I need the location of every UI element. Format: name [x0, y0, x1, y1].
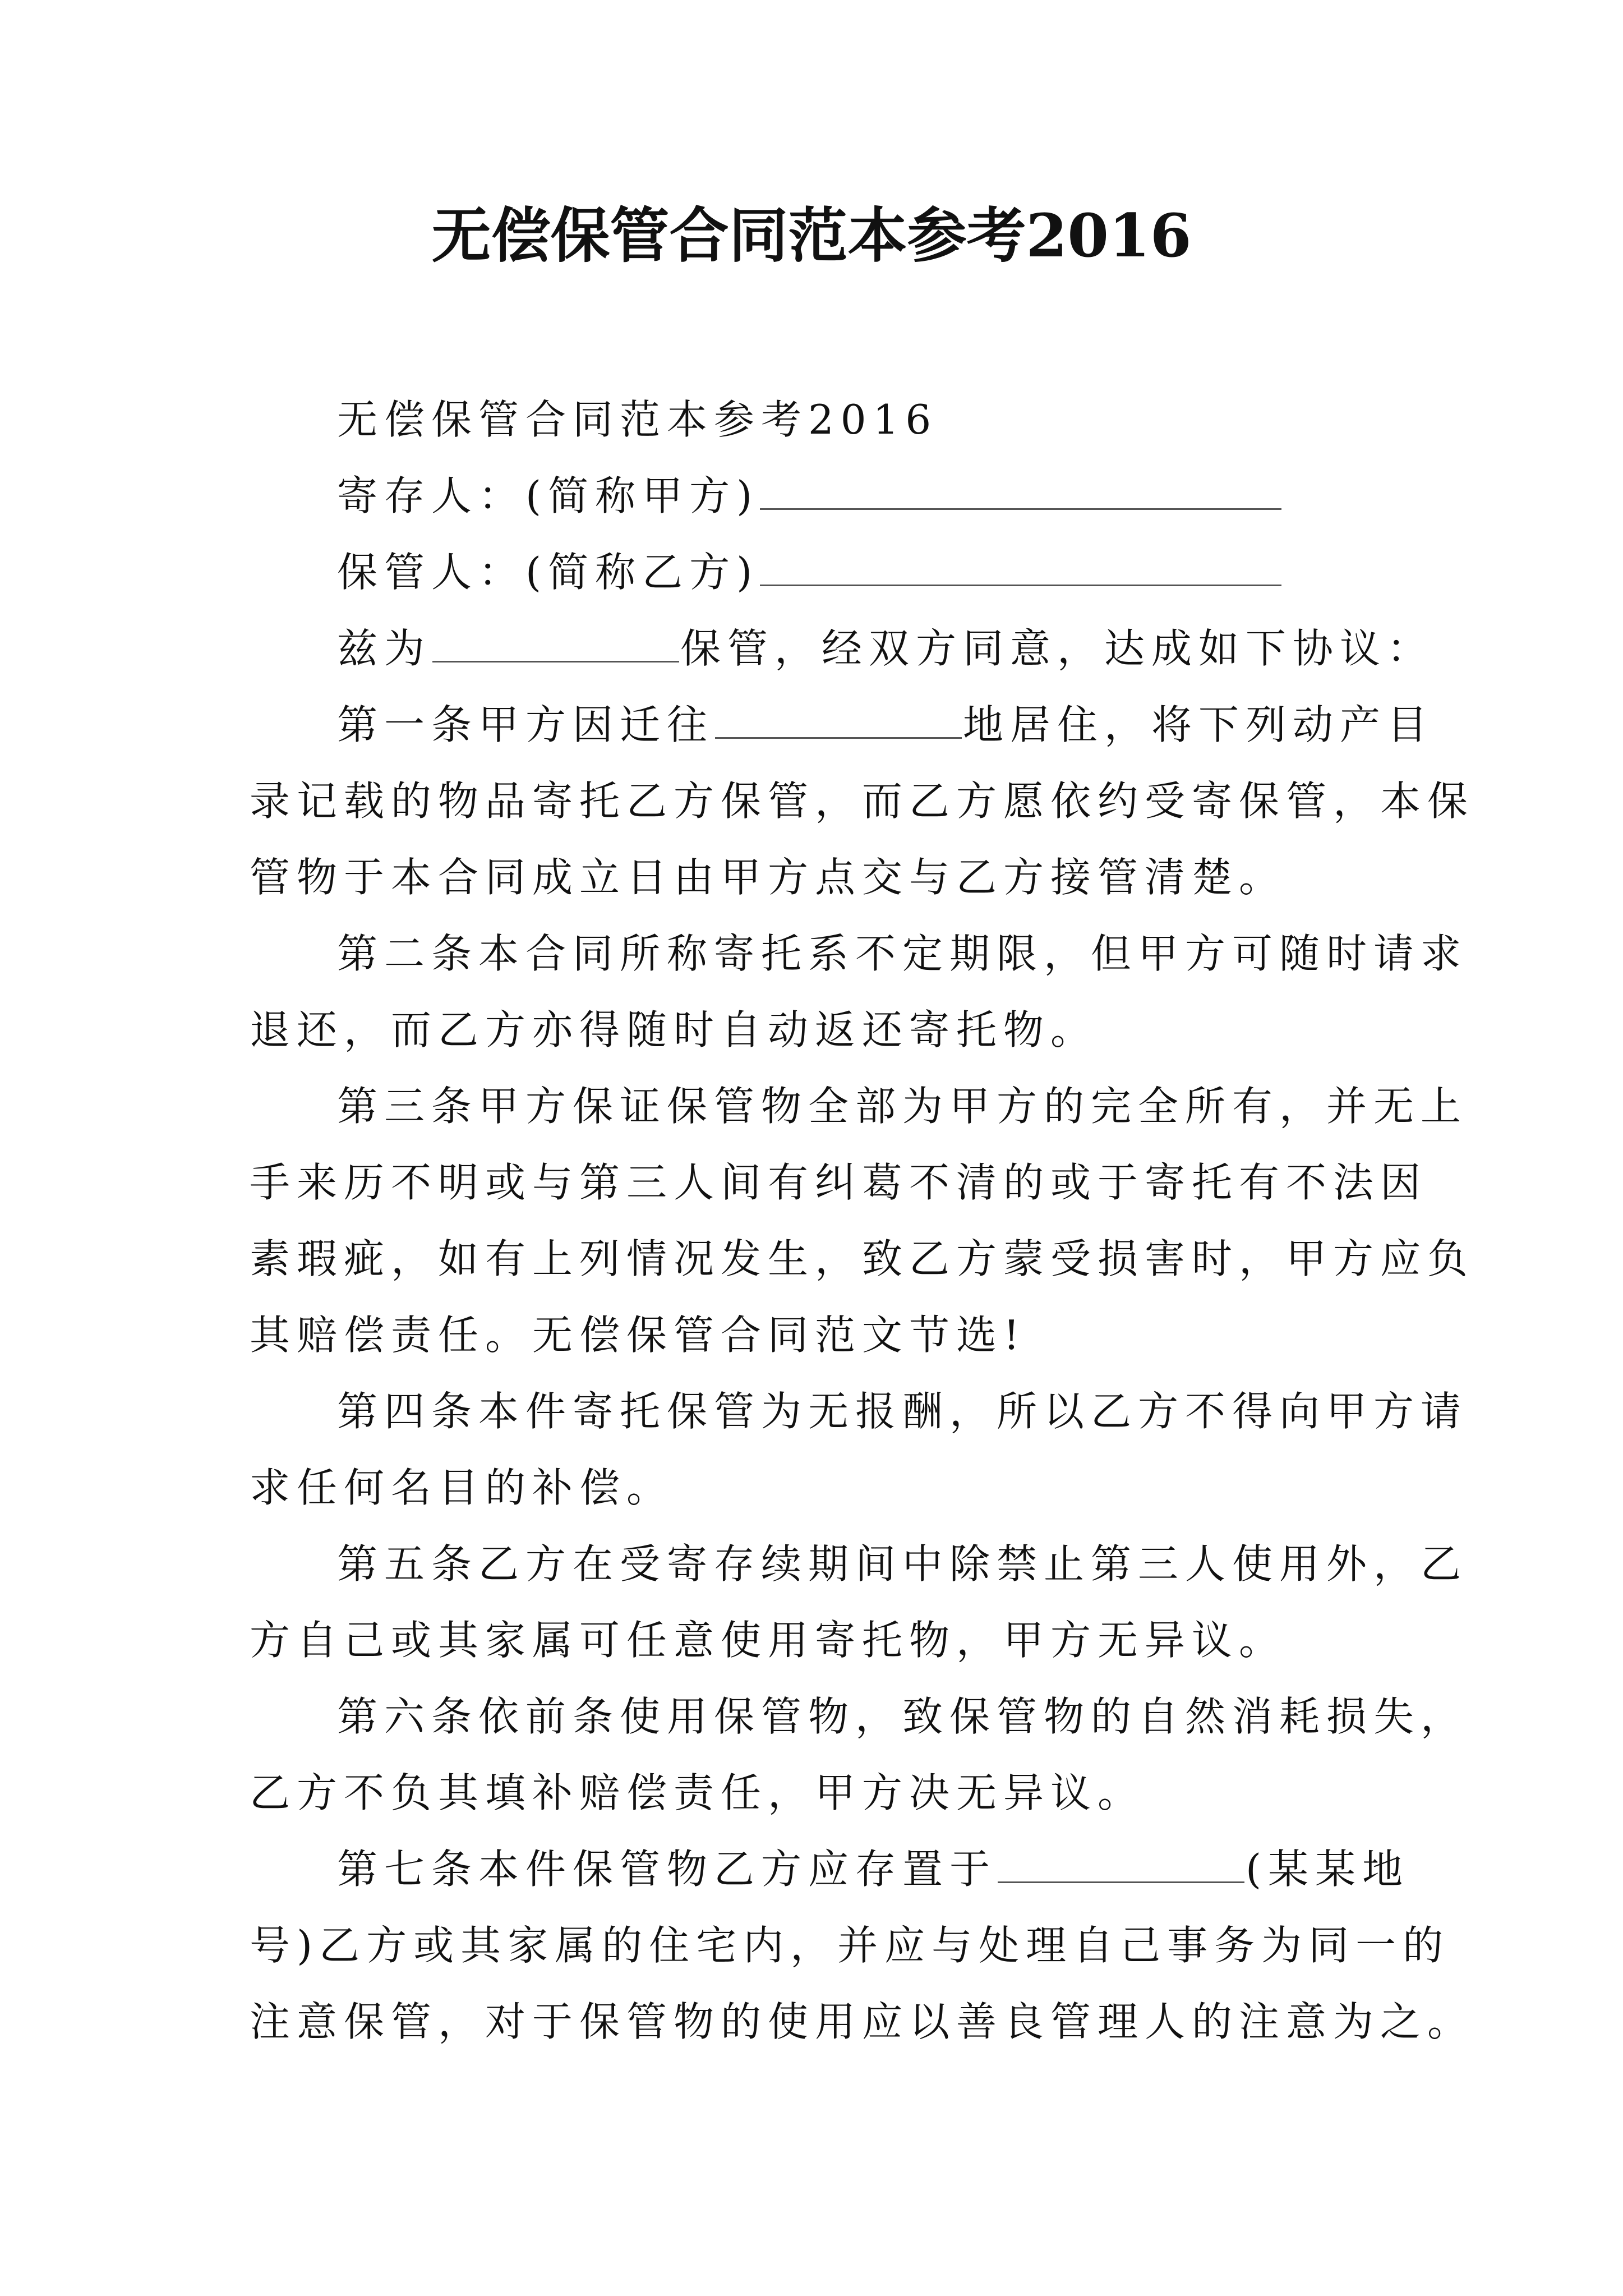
article-3-line-1: 第三条甲方保证保管物全部为甲方的完全所有，并无上 [337, 1083, 1468, 1130]
article-1-line-2: 录记载的物品寄托乙方保管，而乙方愿依约受寄保管，本保 [250, 777, 1475, 825]
article-3-line-4: 其赔偿责任。无偿保管合同范文节选! [250, 1312, 1026, 1359]
subtitle-line: 无偿保管合同范本参考2016 [337, 396, 938, 443]
article-6-line-2: 乙方不负其填补赔偿责任，甲方决无异议。 [250, 1769, 1145, 1816]
article-6-line-1: 第六条依前条使用保管物，致保管物的自然消耗损失， [337, 1693, 1468, 1740]
document-title: 无偿保管合同范本参考2016 [431, 200, 1192, 270]
depositor-blank [760, 468, 1281, 510]
article-5-line-1: 第五条乙方在受寄存续期间中除禁止第三人使用外，乙 [337, 1540, 1468, 1588]
article-2-line-2: 退还，而乙方亦得随时自动返还寄托物。 [250, 1006, 1098, 1053]
article-3-line-3: 素瑕疵，如有上列情况发生，致乙方蒙受损害时，甲方应负 [250, 1235, 1475, 1282]
document-body [250, 381, 1475, 2060]
intro-after: 保管，经双方同意，达成如下协议： [680, 625, 1435, 672]
article-1-blank [715, 697, 962, 739]
article-1-before: 第一条甲方因迁往 [337, 701, 714, 748]
intro-blank [432, 620, 679, 662]
custodian-line [250, 534, 1394, 610]
article-4-line-2: 求任何名目的补偿。 [250, 1464, 674, 1511]
article-1-line-1 [250, 687, 1435, 763]
article-7-after: (某某地 [1246, 1846, 1410, 1893]
article-5-line-2: 方自己或其家属可任意使用寄托物，甲方无异议。 [250, 1617, 1287, 1664]
depositor-label: 寄存人：(简称甲方) [337, 472, 759, 519]
intro-line [250, 610, 1435, 687]
article-2-line-1: 第二条本合同所称寄托系不定期限，但甲方可随时请求 [337, 930, 1468, 977]
article-4-line-1: 第四条本件寄托保管为无报酬，所以乙方不得向甲方请 [337, 1388, 1468, 1435]
custodian-label: 保管人：(简称乙方) [337, 549, 759, 596]
article-1-after: 地居住，将下列动产目 [963, 701, 1435, 748]
intro-before: 兹为 [337, 625, 432, 672]
article-7-line-2: 号)乙方或其家属的住宅内，并应与处理自己事务为同一的 [250, 1922, 1450, 1969]
article-1-line-3: 管物于本合同成立日由甲方点交与乙方接管清楚。 [250, 854, 1287, 901]
custodian-blank [760, 544, 1281, 586]
article-7-blank [998, 1841, 1244, 1883]
article-3-line-2: 手来历不明或与第三人间有纠葛不清的或于寄托有不法因 [250, 1159, 1428, 1206]
article-7-line-1 [250, 1831, 1410, 1907]
article-7-before: 第七条本件保管物乙方应存置于 [337, 1846, 997, 1893]
depositor-line [250, 458, 1394, 534]
article-7-line-3: 注意保管，对于保管物的使用应以善良管理人的注意为之。 [250, 1998, 1475, 2045]
